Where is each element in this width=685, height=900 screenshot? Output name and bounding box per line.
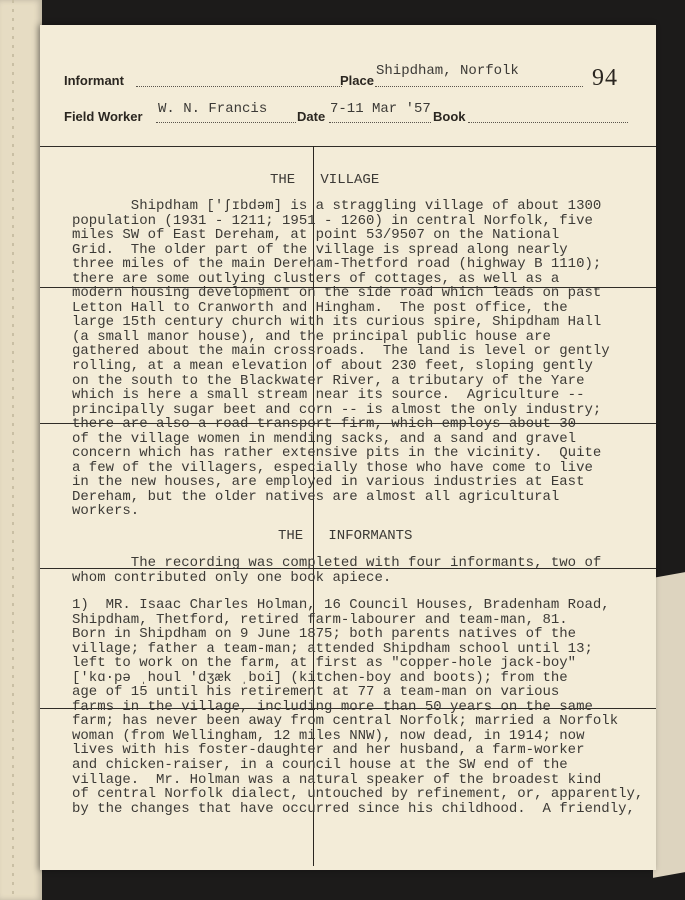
informants-heading: THE INFORMANTS [278,528,413,544]
page-number: 94 [592,65,618,91]
field-worker-field [156,122,296,123]
underlying-page-edge [0,0,42,900]
place-label: Place [340,73,374,88]
document-page [40,25,656,870]
next-page-edge [653,572,685,878]
village-heading: THE VILLAGE [270,172,380,188]
informants-intro: The recording was completed with four informants, two of whom contributed only one book apiece. [72,556,602,586]
village-description: Shipdham ['ʃɪbdəm] is a straggling village of about 1300 population (1931 - 1211; 1951 - 1260) in central Norfolk, five miles SW of East Dereham, at point 53/9507 on the National Grid. The older part of the village is spread along nearly three miles of the main Dereham-Thetford road (highway B 1110); there are some outlying clusters of cottages, as well as a modern housing development on the side road which leads on past Letton Hall to Cranworth and Hingham. The post office, the large 15th century church with its curious spire, Shipdham Hall (a small manor house), and the principal public house are gathered about the main crossroads. The land is level or gently rolling, at a mean elevation of about 230 feet, sloping gently on the south to the Blackwater River, a tributary of the Yare which is here a small stream near its source. Agriculture -- principally sugar beet and corn -- is almost the only industry; there are also a road transport firm, which employs about 30 of the village women in mending sacks, and a sand and gravel concern which has rather extensive pits in the vicinity. Quite a few of the villagers, especially those who have come to live in the new houses, are employed in various industries at East Dereham, but the older natives are almost all agricultural workers. [72,199,610,520]
book-label: Book [433,109,466,124]
binding-holes [12,0,14,900]
date-value: 7-11 Mar '57 [330,101,431,117]
place-field [375,86,583,87]
book-field [468,122,628,123]
place-value: Shipdham, Norfolk [376,63,519,79]
informant-entry-1: 1) MR. Isaac Charles Holman, 16 Council Houses, Bradenham Road, Shipdham, Thetford, retired farm-labourer and team-man, 81. Born in Shipdham on 9 June 1875; both parents natives of the village; father a team-man; attended Shipdham school until 13; left to work on the farm, at first as "copper-hole jack-boy" ['kɑ·pə ˌhoul 'dʒæk ˌboi] (kitchen-boy and boots); from the age of 15 until his retirement at 77 a team-man on various farms in the village, including more than 50 years on the same farm; has never been away from central Norfolk; married a Norfolk woman (from Wellingham, 12 miles NNW), now dead, in 1914; now lives with his foster-daughter and her husband, a farm-worker and chicken-raiser, in a council house at the SW end of the village. Mr. Holman was a natural speaker of the broadest kind of central Norfolk dialect, untouched by refinement, or, apparently, by the changes that have occurred since his childhood. A friendly, [72,598,644,817]
informant-label: Informant [64,73,124,88]
date-field [329,122,431,123]
field-worker-value: W. N. Francis [158,101,268,117]
date-label: Date [297,109,326,124]
header-rule [40,146,656,147]
informant-field [136,86,342,87]
field-worker-label: Field Worker [64,109,143,124]
